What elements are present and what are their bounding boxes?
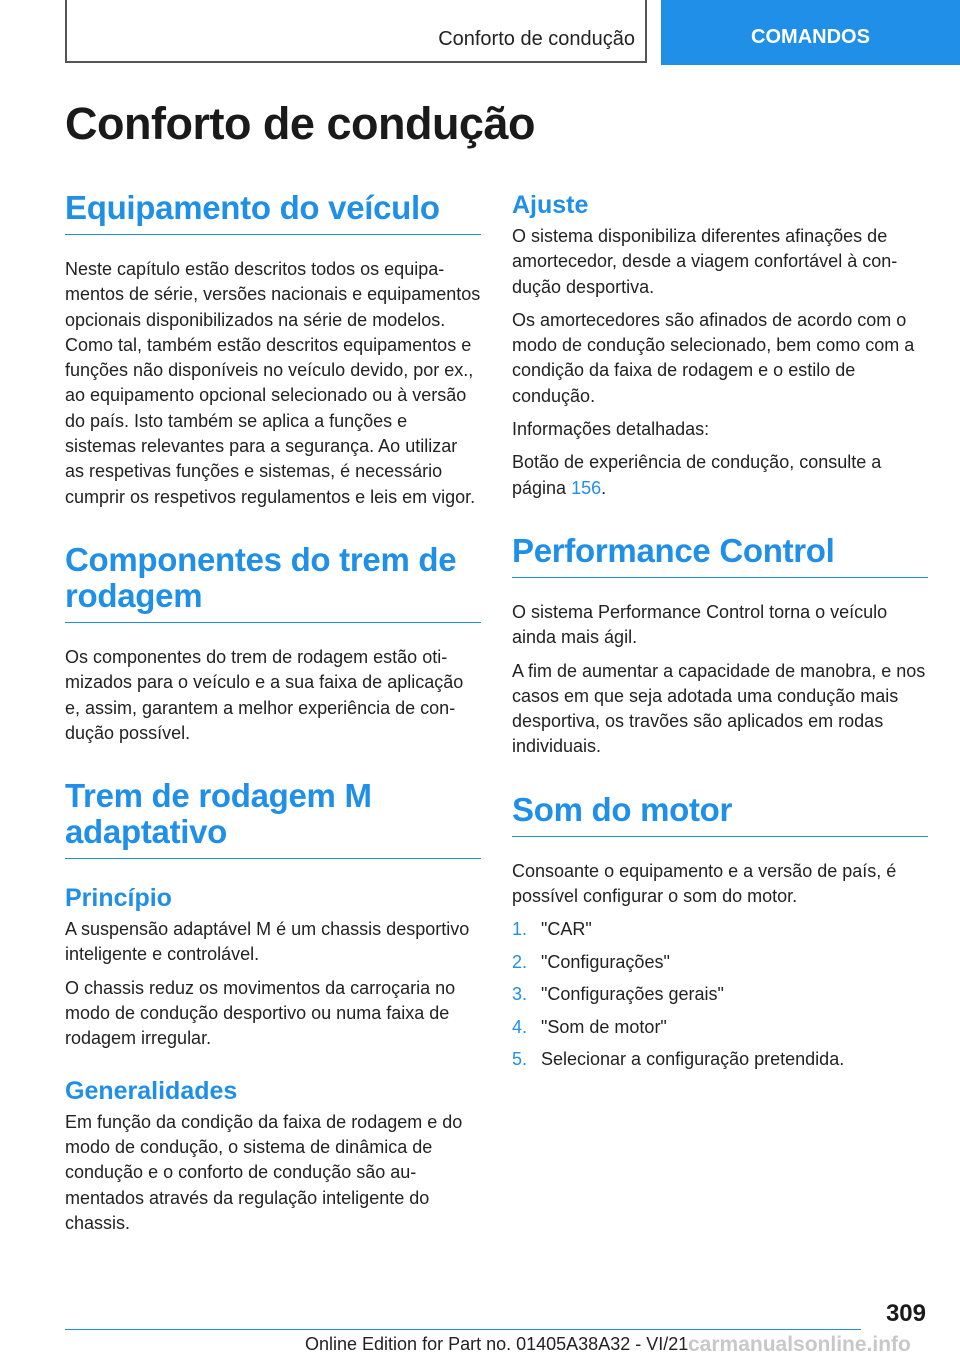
paragraph-principio-1: A suspensão adaptável M é um chassis desportivo inteligente e controlável. bbox=[65, 919, 470, 965]
paragraph-equipamento: Neste capítulo estão descritos todos os equipamentos de série, versões nacionais e equipamentos opcionais disponibilizados na série de modelos. Como tal, também estão descritos equipamentos e funções não disponíveis no veículo devido, por ex., ao equipamento opcional selecionado ou à versão do país. Isto também se aplica a funções e sistemas relevantes para a segurança. Ao utilizar as respetivas funções e sistemas, é necessário cumprir os respetivos regulamentos e leis em vigor. bbox=[65, 259, 481, 507]
heading-performance-control: Performance Control bbox=[512, 533, 928, 578]
paragraph-performance-1: O sistema Performance Control torna o veículo ainda mais ágil. bbox=[512, 601, 888, 648]
subheading-ajuste: Ajuste bbox=[512, 191, 589, 219]
step-text: "Som de motor" bbox=[541, 1016, 667, 1037]
paragraph-principio-2: O chassis reduz os movimentos da carroçaria no modo de condução desportivo ou numa faixa de rodagem irregular. bbox=[65, 977, 456, 1049]
step-number: 2. bbox=[512, 951, 528, 972]
page-number: 309 bbox=[885, 1300, 926, 1327]
paragraph-ajuste-4 bbox=[512, 450, 928, 501]
subheading-principio: Princípio bbox=[65, 884, 172, 913]
paragraph-performance-2: A fim de aumentar a capacidade de manobra, e nos casos em que seja adotada uma condução mais desportiva, os travões são aplicados em rodas individuais. bbox=[512, 660, 926, 757]
subheading-generalidades: Generalidades bbox=[65, 1076, 238, 1105]
heading-componentes: Componentes do trem de rodagem bbox=[65, 542, 481, 623]
header-section-title: Conforto de condução bbox=[438, 28, 635, 50]
list-item bbox=[512, 917, 928, 942]
paragraph-ajuste-2: Os amortecedores são afinados de acordo com o modo de condução selecionado, bem como com a condição da faixa de rodagem e o estilo de condução. bbox=[512, 309, 915, 406]
paragraph-componentes: Os componentes do trem de rodagem estão otimizados para o veículo e a sua faixa de aplicação e, assim, garantem a melhor experiência de condução possível. bbox=[65, 646, 464, 743]
paragraph-ajuste-3: Informações detalhadas: bbox=[512, 419, 710, 440]
page-title: Conforto de condução bbox=[65, 98, 535, 149]
paragraph-ajuste-4-end: . bbox=[601, 477, 607, 498]
heading-som-motor: Som do motor bbox=[512, 792, 928, 837]
step-text: "Configurações" bbox=[541, 951, 670, 972]
footer-divider bbox=[65, 1329, 861, 1330]
page-reference-link[interactable]: 156 bbox=[571, 477, 602, 498]
right-column bbox=[512, 190, 928, 1080]
step-number: 3. bbox=[512, 984, 528, 1005]
paragraph-ajuste-1: O sistema disponibiliza diferentes afinações de amortecedor, desde a viagem confortável à condução desportiva. bbox=[512, 226, 898, 297]
watermark: carmanualsonline.info bbox=[688, 1333, 911, 1356]
header-frame bbox=[65, 0, 647, 63]
left-column bbox=[65, 190, 481, 1244]
list-item bbox=[512, 1015, 928, 1040]
steps-list bbox=[512, 917, 928, 1072]
list-item bbox=[512, 950, 928, 975]
paragraph-ajuste-4-text: Botão de experiência de condução, consulte a página bbox=[512, 452, 882, 498]
footer-edition: Online Edition for Part no. 01405A38A32 - VI/21 bbox=[305, 1334, 689, 1354]
heading-equipamento: Equipamento do veículo bbox=[65, 190, 481, 235]
step-number: 1. bbox=[512, 919, 528, 940]
heading-trem-adaptativo: Trem de rodagem M adaptativo bbox=[65, 778, 481, 859]
paragraph-generalidades: Em função da condição da faixa de rodagem e do modo de condução, o sistema de dinâmica de condução e o conforto de condução são aumentados através da regulação inteligente do chassis. bbox=[65, 1111, 463, 1233]
step-text: "Configurações gerais" bbox=[541, 984, 724, 1005]
step-number: 5. bbox=[512, 1049, 528, 1070]
list-item bbox=[512, 1047, 928, 1072]
header-chapter-tab: COMANDOS bbox=[661, 0, 960, 65]
paragraph-som-motor: Consoante o equipamento e a versão de país, é possível configurar o som do motor. bbox=[512, 860, 897, 907]
step-text: "CAR" bbox=[541, 919, 592, 940]
step-text: Selecionar a configuração pretendida. bbox=[541, 1049, 845, 1070]
step-number: 4. bbox=[512, 1016, 528, 1037]
list-item bbox=[512, 982, 928, 1007]
